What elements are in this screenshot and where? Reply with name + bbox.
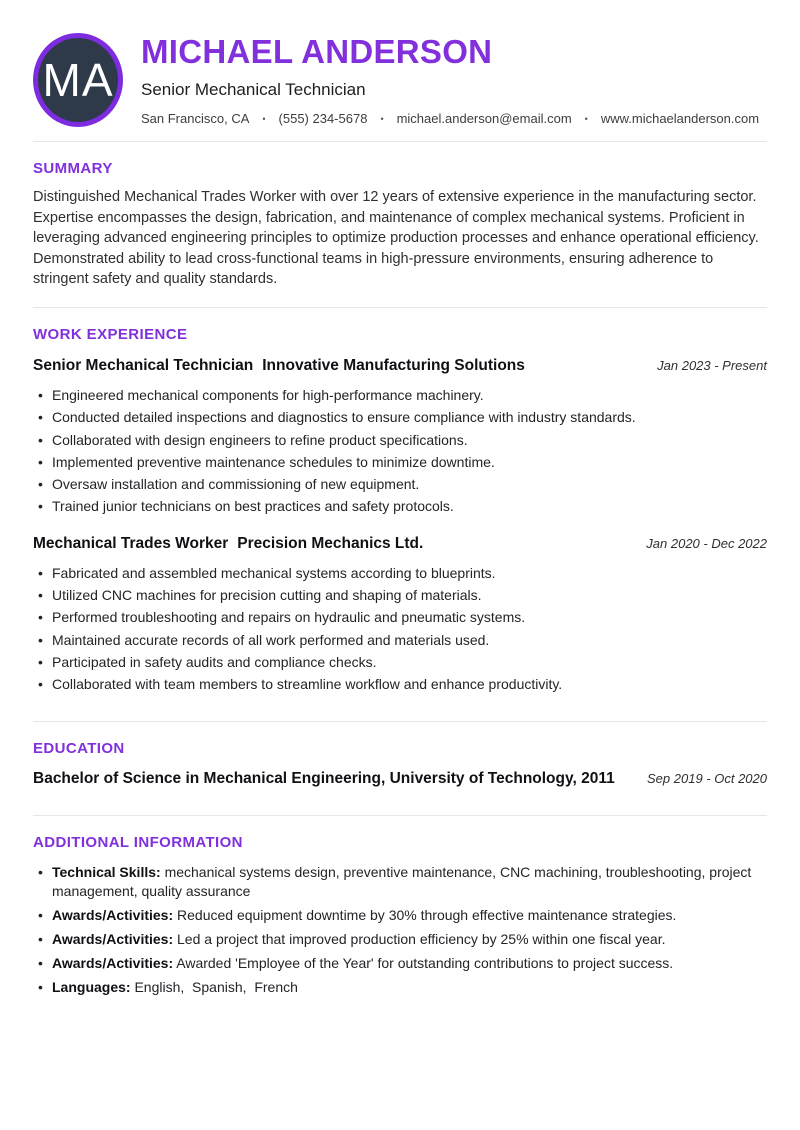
job-title-line [33, 535, 423, 553]
additional-info-list [33, 863, 767, 998]
header-text [141, 34, 759, 125]
job-bullet: • Collaborated with team members to streamline workflow and enhance productivity. [33, 673, 767, 695]
section-work-experience [33, 326, 767, 696]
dot-separator-icon: • [380, 113, 384, 124]
info-item-award [33, 954, 767, 974]
job-dates: Jan 2020 - Dec 2022 [646, 535, 767, 551]
job-bullet: • Engineered mechanical components for high-performance machinery. [33, 384, 767, 406]
divider [33, 721, 767, 722]
summary-heading: SUMMARY [33, 160, 113, 177]
section-summary [33, 160, 767, 290]
info-item-languages [33, 978, 767, 998]
job-bullet: • Performed troubleshooting and repairs on hydraulic and pneumatic systems. [33, 606, 767, 628]
resume-header [33, 33, 767, 127]
job-position: Senior Mechanical Technician [33, 356, 254, 374]
job-company: Precision Mechanics Ltd. [237, 534, 424, 552]
info-item-technical-skills [33, 863, 767, 902]
job-header [33, 357, 767, 375]
job-company: Innovative Manufacturing Solutions [262, 356, 525, 374]
info-item-label: Languages: [52, 979, 131, 996]
info-item-label: Awards/Activities: [52, 955, 174, 972]
work-experience-heading: WORK EXPERIENCE [33, 325, 188, 343]
candidate-title: Senior Mechanical Technician [141, 79, 366, 99]
education-degree: Bachelor of Science in Mechanical Engineering, University of Technology, 2011 [33, 769, 615, 787]
job-title-line [33, 357, 525, 375]
additional-information-heading: ADDITIONAL INFORMATION [33, 833, 243, 851]
divider [33, 815, 767, 816]
divider [33, 307, 767, 308]
education-heading: EDUCATION [33, 739, 125, 757]
info-item-text: Reduced equipment downtime by 30% through effective maintenance strategies. [177, 907, 677, 924]
job-bullet: • Maintained accurate records of all work performed and materials used. [33, 629, 767, 651]
job-bullet: • Trained junior technicians on best practices and safety protocols. [33, 495, 767, 517]
job-position: Mechanical Trades Worker [33, 534, 229, 552]
contact-email: michael.anderson@email.com [396, 110, 572, 126]
section-additional-information [33, 834, 767, 998]
job-bullet: • Participated in safety audits and compliance checks. [33, 651, 767, 673]
info-item-award [33, 906, 767, 926]
contact-location: San Francisco, CA [141, 110, 250, 126]
job-bullet: • Utilized CNC machines for precision cutting and shaping of materials. [33, 584, 767, 606]
job-dates: Jan 2023 - Present [657, 357, 767, 373]
info-item-label: Awards/Activities: [52, 931, 174, 948]
job-bullet: • Fabricated and assembled mechanical systems according to blueprints. [33, 562, 767, 584]
dot-separator-icon: • [262, 113, 266, 124]
avatar-initials: MA [42, 54, 114, 106]
contact-website: www.michaelanderson.com [600, 110, 760, 126]
candidate-name: MICHAEL ANDERSON [141, 33, 493, 71]
job-header [33, 535, 767, 553]
divider [33, 141, 767, 142]
job-bullet: • Implemented preventive maintenance schedules to minimize downtime. [33, 451, 767, 473]
info-item-text: mechanical systems design, preventive maintenance, CNC machining, troubleshooting, project management, quality assurance [52, 863, 756, 900]
info-item-label: Technical Skills: [52, 863, 161, 880]
job-bullet: • Conducted detailed inspections and diagnostics to ensure compliance with industry standards. [33, 406, 767, 428]
job-bullet-list [33, 384, 767, 518]
contact-phone: (555) 234-5678 [278, 110, 368, 126]
info-item-text: Awarded 'Employee of the Year' for outstanding contributions to project success. [176, 955, 674, 972]
summary-text: Distinguished Mechanical Trades Worker with over 12 years of extensive experience in the manufacturing sector. Expertise encompasses the design, fabrication, and maintenance of complex mechanical systems. Proficient in leveraging advanced engineering principles to optimize production processes and enhance operational efficiency. Demonstrated ability to lead cross-functional teams in high-pressure environments, ensuring adherence to stringent safety and quality standards. [33, 189, 759, 288]
dot-separator-icon: • [584, 113, 588, 124]
education-entry [33, 770, 767, 788]
info-item-award [33, 930, 767, 950]
job-bullet: • Oversaw installation and commissioning of new equipment. [33, 473, 767, 495]
avatar [33, 33, 123, 127]
job-bullet: • Collaborated with design engineers to refine product specifications. [33, 429, 767, 451]
education-dates: Sep 2019 - Oct 2020 [647, 770, 767, 786]
job-bullet-list [33, 562, 767, 696]
contact-line [141, 111, 759, 126]
info-item-label: Awards/Activities: [52, 907, 174, 924]
info-item-text: English, Spanish, French [134, 979, 298, 996]
section-education [33, 740, 767, 788]
info-item-text: Led a project that improved production efficiency by 25% within one fiscal year. [177, 931, 666, 948]
